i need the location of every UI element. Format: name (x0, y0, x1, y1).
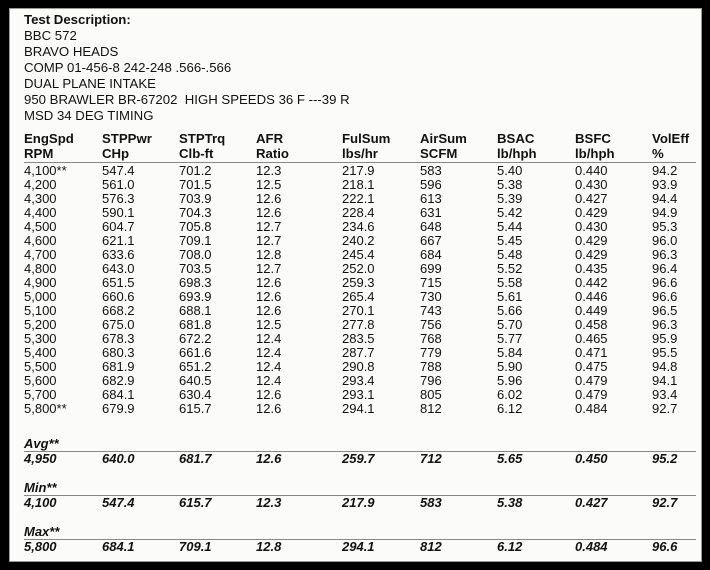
table-cell: 5,200 (24, 317, 57, 332)
description-title: Test Description: (24, 12, 131, 27)
table-cell: 5.61 (497, 289, 523, 304)
table-cell: 96.6 (652, 289, 678, 304)
table-row (24, 290, 696, 304)
table-cell: 678.3 (102, 331, 135, 346)
table-cell: 4,700 (24, 247, 57, 262)
table-cell: 604.7 (102, 219, 135, 234)
table-cell: 12.7 (256, 219, 282, 234)
summary-cell: 4,100 (24, 495, 57, 510)
table-cell: 12.6 (256, 401, 282, 416)
table-cell: 287.7 (342, 345, 375, 360)
table-cell: 668.2 (102, 303, 135, 318)
table-cell: 0.471 (575, 345, 608, 360)
table-cell: 0.440 (575, 163, 608, 178)
table-cell: 631 (420, 205, 442, 220)
table-cell: 94.2 (652, 163, 678, 178)
table-cell: 5,800** (24, 401, 67, 416)
table-cell: 0.429 (575, 205, 608, 220)
table-cell: 0.442 (575, 275, 608, 290)
table-cell: 704.3 (179, 205, 212, 220)
column-header: FulSum (342, 131, 391, 146)
table-cell: 621.1 (102, 233, 135, 248)
table-cell: 5.84 (497, 345, 523, 360)
table-cell: 0.475 (575, 359, 608, 374)
column-unit: lb/hph (497, 146, 537, 161)
table-row (24, 206, 696, 220)
column-header: BSFC (575, 131, 611, 146)
table-row (24, 164, 696, 178)
table-cell: 95.9 (652, 331, 678, 346)
table-row (24, 178, 696, 192)
description-line: COMP 01-456-8 242-248 .566-.566 (24, 60, 232, 75)
table-cell: 265.4 (342, 289, 375, 304)
table-cell: 290.8 (342, 359, 375, 374)
table-cell: 4,100** (24, 163, 67, 178)
table-cell: 245.4 (342, 247, 375, 262)
table-row (24, 220, 696, 234)
column-unit: lb/hph (575, 146, 615, 161)
table-cell: 615.7 (179, 401, 212, 416)
summary-cell: 684.1 (102, 539, 135, 554)
summary-cell: 5,800 (24, 539, 57, 554)
table-cell: 12.6 (256, 387, 282, 402)
table-cell: 293.1 (342, 387, 375, 402)
table-cell: 0.435 (575, 261, 608, 276)
table-cell: 95.5 (652, 345, 678, 360)
table-cell: 12.8 (256, 247, 282, 262)
table-cell: 648 (420, 219, 442, 234)
table-cell: 703.5 (179, 261, 212, 276)
table-cell: 661.6 (179, 345, 212, 360)
table-cell: 812 (420, 401, 442, 416)
column-unit: Clb-ft (179, 146, 214, 161)
summary-cell: 5.65 (497, 451, 523, 466)
summary-cell: 615.7 (179, 495, 212, 510)
table-cell: 5,500 (24, 359, 57, 374)
summary-cell: 95.2 (652, 451, 678, 466)
dyno-sheet (9, 8, 702, 562)
table-cell: 672.2 (179, 331, 212, 346)
table-row (24, 304, 696, 318)
table-cell: 667 (420, 233, 442, 248)
description-line: 950 BRAWLER BR-67202 HIGH SPEEDS 36 F ---39 R (24, 92, 350, 107)
table-cell: 218.1 (342, 177, 375, 192)
summary-cell: 640.0 (102, 451, 135, 466)
table-cell: 93.9 (652, 177, 678, 192)
header-names-row (24, 131, 696, 146)
table-cell: 5,700 (24, 387, 57, 402)
table-cell: 0.429 (575, 233, 608, 248)
table-cell: 640.5 (179, 373, 212, 388)
summary-cell: 259.7 (342, 451, 375, 466)
summary-cell: 12.6 (256, 451, 282, 466)
table-cell: 96.0 (652, 233, 678, 248)
table-cell: 4,500 (24, 219, 57, 234)
table-cell: 6.12 (497, 401, 523, 416)
description-line: DUAL PLANE INTAKE (24, 76, 156, 91)
table-cell: 5,400 (24, 345, 57, 360)
table-cell: 0.449 (575, 303, 608, 318)
summary-label: Min** (24, 480, 57, 495)
summary-row (24, 539, 696, 554)
table-cell: 5.48 (497, 247, 523, 262)
table-cell: 12.6 (256, 191, 282, 206)
table-cell: 94.8 (652, 359, 678, 374)
summary-row (24, 451, 696, 466)
summary-cell: 96.6 (652, 539, 678, 554)
summary-cell: 4,950 (24, 451, 57, 466)
table-cell: 92.7 (652, 401, 678, 416)
column-header: BSAC (497, 131, 535, 146)
table-cell: 699 (420, 261, 442, 276)
column-header: STPPwr (102, 131, 152, 146)
table-header (24, 131, 696, 163)
table-cell: 259.3 (342, 275, 375, 290)
table-cell: 96.6 (652, 275, 678, 290)
table-row (24, 402, 696, 416)
description-line: BBC 572 (24, 28, 77, 43)
table-cell: 6.02 (497, 387, 523, 402)
table-cell: 675.0 (102, 317, 135, 332)
table-cell: 698.3 (179, 275, 212, 290)
summary-cell: 12.3 (256, 495, 282, 510)
table-cell: 590.1 (102, 205, 135, 220)
table-cell: 94.4 (652, 191, 678, 206)
table-cell: 12.4 (256, 345, 282, 360)
table-cell: 613 (420, 191, 442, 206)
dyno-results-table (24, 131, 696, 554)
table-cell: 684 (420, 247, 442, 262)
table-cell: 681.9 (102, 359, 135, 374)
table-cell: 709.1 (179, 233, 212, 248)
table-cell: 561.0 (102, 177, 135, 192)
table-cell: 96.3 (652, 247, 678, 262)
table-cell: 5.66 (497, 303, 523, 318)
table-cell: 708.0 (179, 247, 212, 262)
table-cell: 12.6 (256, 205, 282, 220)
table-cell: 730 (420, 289, 442, 304)
table-row (24, 374, 696, 388)
table-cell: 12.4 (256, 373, 282, 388)
table-cell: 4,800 (24, 261, 57, 276)
table-cell: 0.429 (575, 247, 608, 262)
table-cell: 583 (420, 163, 442, 178)
table-row (24, 388, 696, 402)
header-units-row (24, 146, 696, 161)
table-body (24, 164, 696, 416)
table-cell: 4,900 (24, 275, 57, 290)
table-cell: 788 (420, 359, 442, 374)
table-cell: 217.9 (342, 163, 375, 178)
table-row (24, 346, 696, 360)
summary-row (24, 495, 696, 510)
table-cell: 12.7 (256, 233, 282, 248)
table-cell: 12.3 (256, 163, 282, 178)
table-cell: 0.465 (575, 331, 608, 346)
summary-cell: 12.8 (256, 539, 282, 554)
table-cell: 96.5 (652, 303, 678, 318)
summary-section (24, 416, 696, 554)
table-cell: 643.0 (102, 261, 135, 276)
table-cell: 705.8 (179, 219, 212, 234)
column-unit: SCFM (420, 146, 458, 161)
summary-cell: 0.450 (575, 451, 608, 466)
description-line: MSD 34 DEG TIMING (24, 108, 154, 123)
table-cell: 5.70 (497, 317, 523, 332)
table-cell: 0.458 (575, 317, 608, 332)
table-cell: 94.9 (652, 205, 678, 220)
table-cell: 4,300 (24, 191, 57, 206)
table-cell: 796 (420, 373, 442, 388)
column-header: STPTrq (179, 131, 226, 146)
table-cell: 630.4 (179, 387, 212, 402)
table-cell: 5.45 (497, 233, 523, 248)
table-cell: 0.446 (575, 289, 608, 304)
table-cell: 756 (420, 317, 442, 332)
summary-cell: 547.4 (102, 495, 135, 510)
table-cell: 5,300 (24, 331, 57, 346)
table-row (24, 262, 696, 276)
summary-cell: 294.1 (342, 539, 375, 554)
table-cell: 93.4 (652, 387, 678, 402)
summary-cell: 0.427 (575, 495, 608, 510)
column-header: VolEff (652, 131, 690, 146)
table-cell: 5.42 (497, 205, 523, 220)
table-cell: 0.430 (575, 219, 608, 234)
summary-label: Avg** (24, 436, 59, 451)
table-cell: 293.4 (342, 373, 375, 388)
table-cell: 12.7 (256, 261, 282, 276)
table-cell: 596 (420, 177, 442, 192)
table-row (24, 248, 696, 262)
table-cell: 688.1 (179, 303, 212, 318)
table-cell: 12.6 (256, 289, 282, 304)
table-cell: 12.5 (256, 177, 282, 192)
table-cell: 701.2 (179, 163, 212, 178)
table-cell: 805 (420, 387, 442, 402)
table-cell: 715 (420, 275, 442, 290)
summary-cell: 5.38 (497, 495, 523, 510)
table-cell: 651.5 (102, 275, 135, 290)
table-cell: 277.8 (342, 317, 375, 332)
table-cell: 703.9 (179, 191, 212, 206)
table-cell: 96.3 (652, 317, 678, 332)
table-row (24, 360, 696, 374)
table-cell: 682.9 (102, 373, 135, 388)
table-cell: 240.2 (342, 233, 375, 248)
table-cell: 5.40 (497, 163, 523, 178)
summary-cell: 681.7 (179, 451, 212, 466)
column-header: EngSpd (24, 131, 74, 146)
table-cell: 684.1 (102, 387, 135, 402)
table-cell: 5.77 (497, 331, 523, 346)
table-row (24, 332, 696, 346)
summary-cell: 712 (420, 451, 442, 466)
table-cell: 5,100 (24, 303, 57, 318)
table-cell: 5.96 (497, 373, 523, 388)
table-cell: 4,200 (24, 177, 57, 192)
summary-cell: 6.12 (497, 539, 523, 554)
table-cell: 283.5 (342, 331, 375, 346)
summary-cell: 709.1 (179, 539, 212, 554)
table-cell: 679.9 (102, 401, 135, 416)
description-line: BRAVO HEADS (24, 44, 119, 59)
table-cell: 779 (420, 345, 442, 360)
table-cell: 5.38 (497, 177, 523, 192)
table-cell: 5.39 (497, 191, 523, 206)
summary-cell: 217.9 (342, 495, 375, 510)
column-unit: CHp (102, 146, 130, 161)
table-cell: 96.4 (652, 261, 678, 276)
column-unit: Ratio (256, 146, 289, 161)
table-cell: 693.9 (179, 289, 212, 304)
table-cell: 0.484 (575, 401, 608, 416)
column-header: AirSum (420, 131, 467, 146)
table-cell: 633.6 (102, 247, 135, 262)
table-cell: 5,600 (24, 373, 57, 388)
table-cell: 5.52 (497, 261, 523, 276)
table-cell: 0.427 (575, 191, 608, 206)
table-cell: 5.90 (497, 359, 523, 374)
table-cell: 681.8 (179, 317, 212, 332)
table-cell: 0.479 (575, 373, 608, 388)
table-cell: 252.0 (342, 261, 375, 276)
table-cell: 222.1 (342, 191, 375, 206)
table-cell: 5.44 (497, 219, 523, 234)
table-cell: 228.4 (342, 205, 375, 220)
table-cell: 12.6 (256, 275, 282, 290)
table-cell: 660.6 (102, 289, 135, 304)
summary-cell: 0.484 (575, 539, 608, 554)
column-unit: % (652, 146, 664, 161)
table-cell: 576.3 (102, 191, 135, 206)
column-header: AFR (256, 131, 284, 146)
table-cell: 4,400 (24, 205, 57, 220)
table-cell: 12.4 (256, 331, 282, 346)
table-cell: 95.3 (652, 219, 678, 234)
table-cell: 270.1 (342, 303, 375, 318)
summary-cell: 812 (420, 539, 442, 554)
column-unit: lbs/hr (342, 146, 378, 161)
table-cell: 12.5 (256, 317, 282, 332)
column-unit: RPM (24, 146, 54, 161)
table-cell: 234.6 (342, 219, 375, 234)
table-cell: 0.479 (575, 387, 608, 402)
table-cell: 547.4 (102, 163, 135, 178)
table-cell: 651.2 (179, 359, 212, 374)
table-cell: 94.1 (652, 373, 678, 388)
table-row (24, 276, 696, 290)
summary-label: Max** (24, 524, 60, 539)
summary-cell: 583 (420, 495, 442, 510)
table-cell: 680.3 (102, 345, 135, 360)
table-cell: 701.5 (179, 177, 212, 192)
table-cell: 4,600 (24, 233, 57, 248)
table-cell: 12.4 (256, 359, 282, 374)
table-cell: 0.430 (575, 177, 608, 192)
table-cell: 5,000 (24, 289, 57, 304)
test-description (24, 12, 350, 124)
summary-cell: 92.7 (652, 495, 678, 510)
table-cell: 12.6 (256, 303, 282, 318)
table-row (24, 318, 696, 332)
table-cell: 5.58 (497, 275, 523, 290)
table-cell: 743 (420, 303, 442, 318)
table-cell: 768 (420, 331, 442, 346)
table-row (24, 234, 696, 248)
table-row (24, 192, 696, 206)
table-cell: 294.1 (342, 401, 375, 416)
